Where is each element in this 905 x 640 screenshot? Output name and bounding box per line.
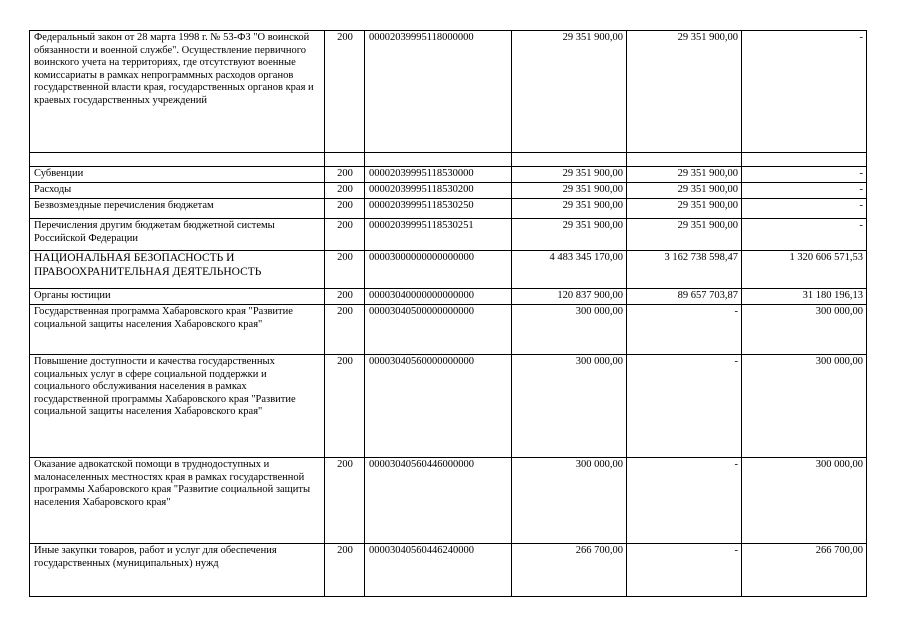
row-executed: 29 351 900,00 [627,183,742,199]
table-row [30,31,867,153]
row-name: Субвенции [30,167,325,183]
row-line-code: 200 [325,219,365,251]
row-name: Органы юстиции [30,289,325,305]
row-remaining: 300 000,00 [742,458,867,544]
row-approved: 29 351 900,00 [512,167,627,183]
row-kbk-code: 00002039995118530251 [365,219,512,251]
row-approved: 29 351 900,00 [512,31,627,153]
row-name: Федеральный закон от 28 марта 1998 г. № 53-ФЗ "О воинской обязанности и военной службе". Осуществление первичного воинского учета на территориях, где отсутствуют военные комиссариаты в рамках непрограммных расходов органов государственной власти края, государственных органов края и краевых государственных учреждений [30,31,325,153]
table-row [30,305,867,355]
row-kbk-code: 00003040560446000000 [365,458,512,544]
row-approved: 29 351 900,00 [512,199,627,219]
budget-execution-table [29,30,867,597]
table-row [30,167,867,183]
row-name: НАЦИОНАЛЬНАЯ БЕЗОПАСНОСТЬ И ПРАВООХРАНИТЕЛЬНАЯ ДЕЯТЕЛЬНОСТЬ [30,251,325,289]
row-remaining: - [742,167,867,183]
table-row [30,219,867,251]
spacer-cell [30,153,325,167]
table-row [30,183,867,199]
row-line-code: 200 [325,544,365,597]
row-line-code: 200 [325,458,365,544]
row-remaining: 31 180 196,13 [742,289,867,305]
row-executed: 29 351 900,00 [627,219,742,251]
row-remaining: 1 320 606 571,53 [742,251,867,289]
row-kbk-code: 00003040560000000000 [365,355,512,458]
row-approved: 300 000,00 [512,458,627,544]
row-kbk-code: 00003040560446240000 [365,544,512,597]
row-approved: 29 351 900,00 [512,219,627,251]
table-spacer-row [30,153,867,167]
row-name: Повышение доступности и качества государственных социальных услуг в сфере социальной поддержки и социального обслуживания населения в рамках государственной программы Хабаровского края "Развитие социальной защиты населения Хабаровского края" [30,355,325,458]
spacer-cell [742,153,867,167]
row-approved: 300 000,00 [512,355,627,458]
row-kbk-code: 00003000000000000000 [365,251,512,289]
row-kbk-code: 00003040500000000000 [365,305,512,355]
row-executed: - [627,305,742,355]
spacer-cell [512,153,627,167]
table-row [30,544,867,597]
row-executed: - [627,458,742,544]
row-line-code: 200 [325,289,365,305]
row-line-code: 200 [325,31,365,153]
spacer-cell [325,153,365,167]
row-remaining: - [742,31,867,153]
row-executed: 89 657 703,87 [627,289,742,305]
row-approved: 120 837 900,00 [512,289,627,305]
row-remaining: - [742,183,867,199]
spacer-cell [365,153,512,167]
row-name: Перечисления другим бюджетам бюджетной системы Российской Федерации [30,219,325,251]
row-kbk-code: 00002039995118530000 [365,167,512,183]
row-executed: 29 351 900,00 [627,199,742,219]
row-kbk-code: 00002039995118530200 [365,183,512,199]
row-executed: 29 351 900,00 [627,167,742,183]
row-approved: 266 700,00 [512,544,627,597]
row-remaining: - [742,219,867,251]
row-kbk-code: 00002039995118530250 [365,199,512,219]
row-name: Безвозмездные перечисления бюджетам [30,199,325,219]
row-line-code: 200 [325,167,365,183]
table-row [30,289,867,305]
row-remaining: 300 000,00 [742,355,867,458]
row-line-code: 200 [325,183,365,199]
row-executed: - [627,355,742,458]
row-name: Иные закупки товаров, работ и услуг для обеспечения государственных (муниципальных) нужд [30,544,325,597]
row-line-code: 200 [325,251,365,289]
row-name: Расходы [30,183,325,199]
row-executed: - [627,544,742,597]
row-remaining: 300 000,00 [742,305,867,355]
table-row [30,458,867,544]
row-name: Оказание адвокатской помощи в труднодоступных и малонаселенных местностях края в рамках государственной программы Хабаровского края "Развитие социальной защиты населения Хабаровского края" [30,458,325,544]
table-row [30,199,867,219]
row-approved: 29 351 900,00 [512,183,627,199]
table-row [30,355,867,458]
row-remaining: - [742,199,867,219]
spacer-cell [627,153,742,167]
row-executed: 3 162 738 598,47 [627,251,742,289]
row-approved: 300 000,00 [512,305,627,355]
row-line-code: 200 [325,305,365,355]
row-kbk-code: 00002039995118000000 [365,31,512,153]
row-remaining: 266 700,00 [742,544,867,597]
row-line-code: 200 [325,355,365,458]
row-line-code: 200 [325,199,365,219]
row-name: Государственная программа Хабаровского края "Развитие социальной защиты населения Хабаровского края" [30,305,325,355]
row-executed: 29 351 900,00 [627,31,742,153]
table-row [30,251,867,289]
row-kbk-code: 00003040000000000000 [365,289,512,305]
row-approved: 4 483 345 170,00 [512,251,627,289]
